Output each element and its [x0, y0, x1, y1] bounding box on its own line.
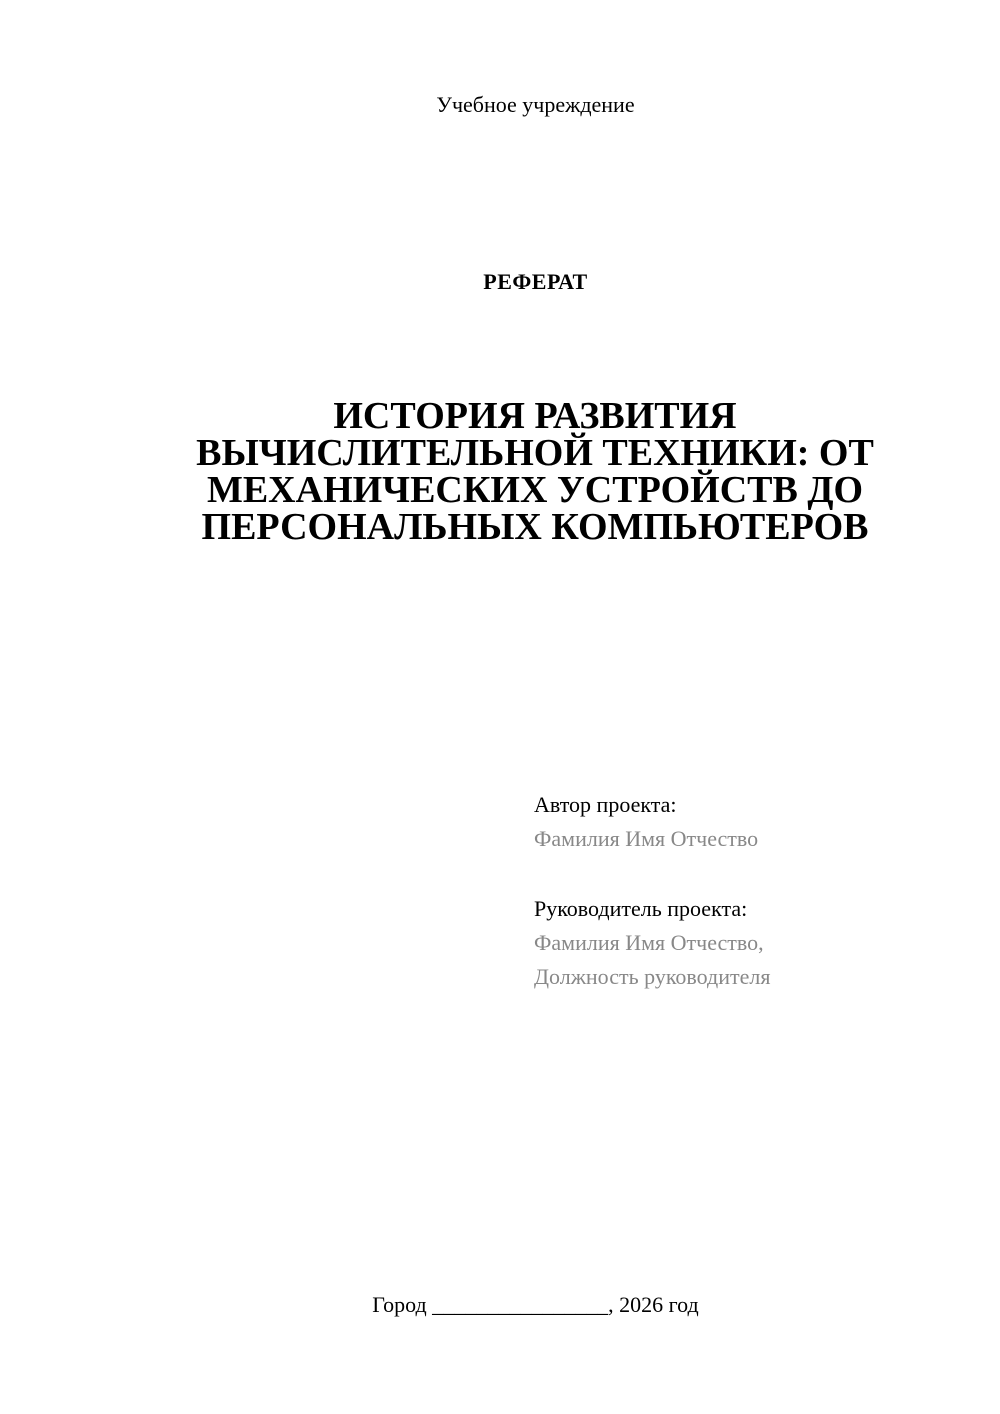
project-info-block: [534, 788, 974, 994]
supervisor-label: Руководитель проекта:: [534, 896, 748, 921]
city-year-line: Город ________________, 2026 год: [372, 1292, 699, 1317]
document-title: [160, 395, 910, 548]
supervisor-position-placeholder: Должность руководителя: [534, 964, 771, 989]
title-line-4: ПЕРСОНАЛЬНЫХ КОМПЬЮТЕРОВ: [201, 506, 869, 548]
title-line-1: ИСТОРИЯ РАЗВИТИЯ: [333, 395, 737, 437]
institution-name: Учебное учреждение: [436, 92, 635, 117]
supervisor-name-placeholder: Фамилия Имя Отчество,: [534, 930, 764, 955]
title-line-3: МЕХАНИЧЕСКИХ УСТРОЙСТВ ДО: [206, 469, 864, 511]
spacer: [534, 856, 974, 892]
document-type: РЕФЕРАТ: [483, 269, 588, 294]
author-name-placeholder: Фамилия Имя Отчество: [534, 826, 759, 851]
title-line-2: ВЫЧИСЛИТЕЛЬНОЙ ТЕХНИКИ: ОТ: [196, 432, 874, 474]
author-label: Автор проекта:: [534, 792, 677, 817]
